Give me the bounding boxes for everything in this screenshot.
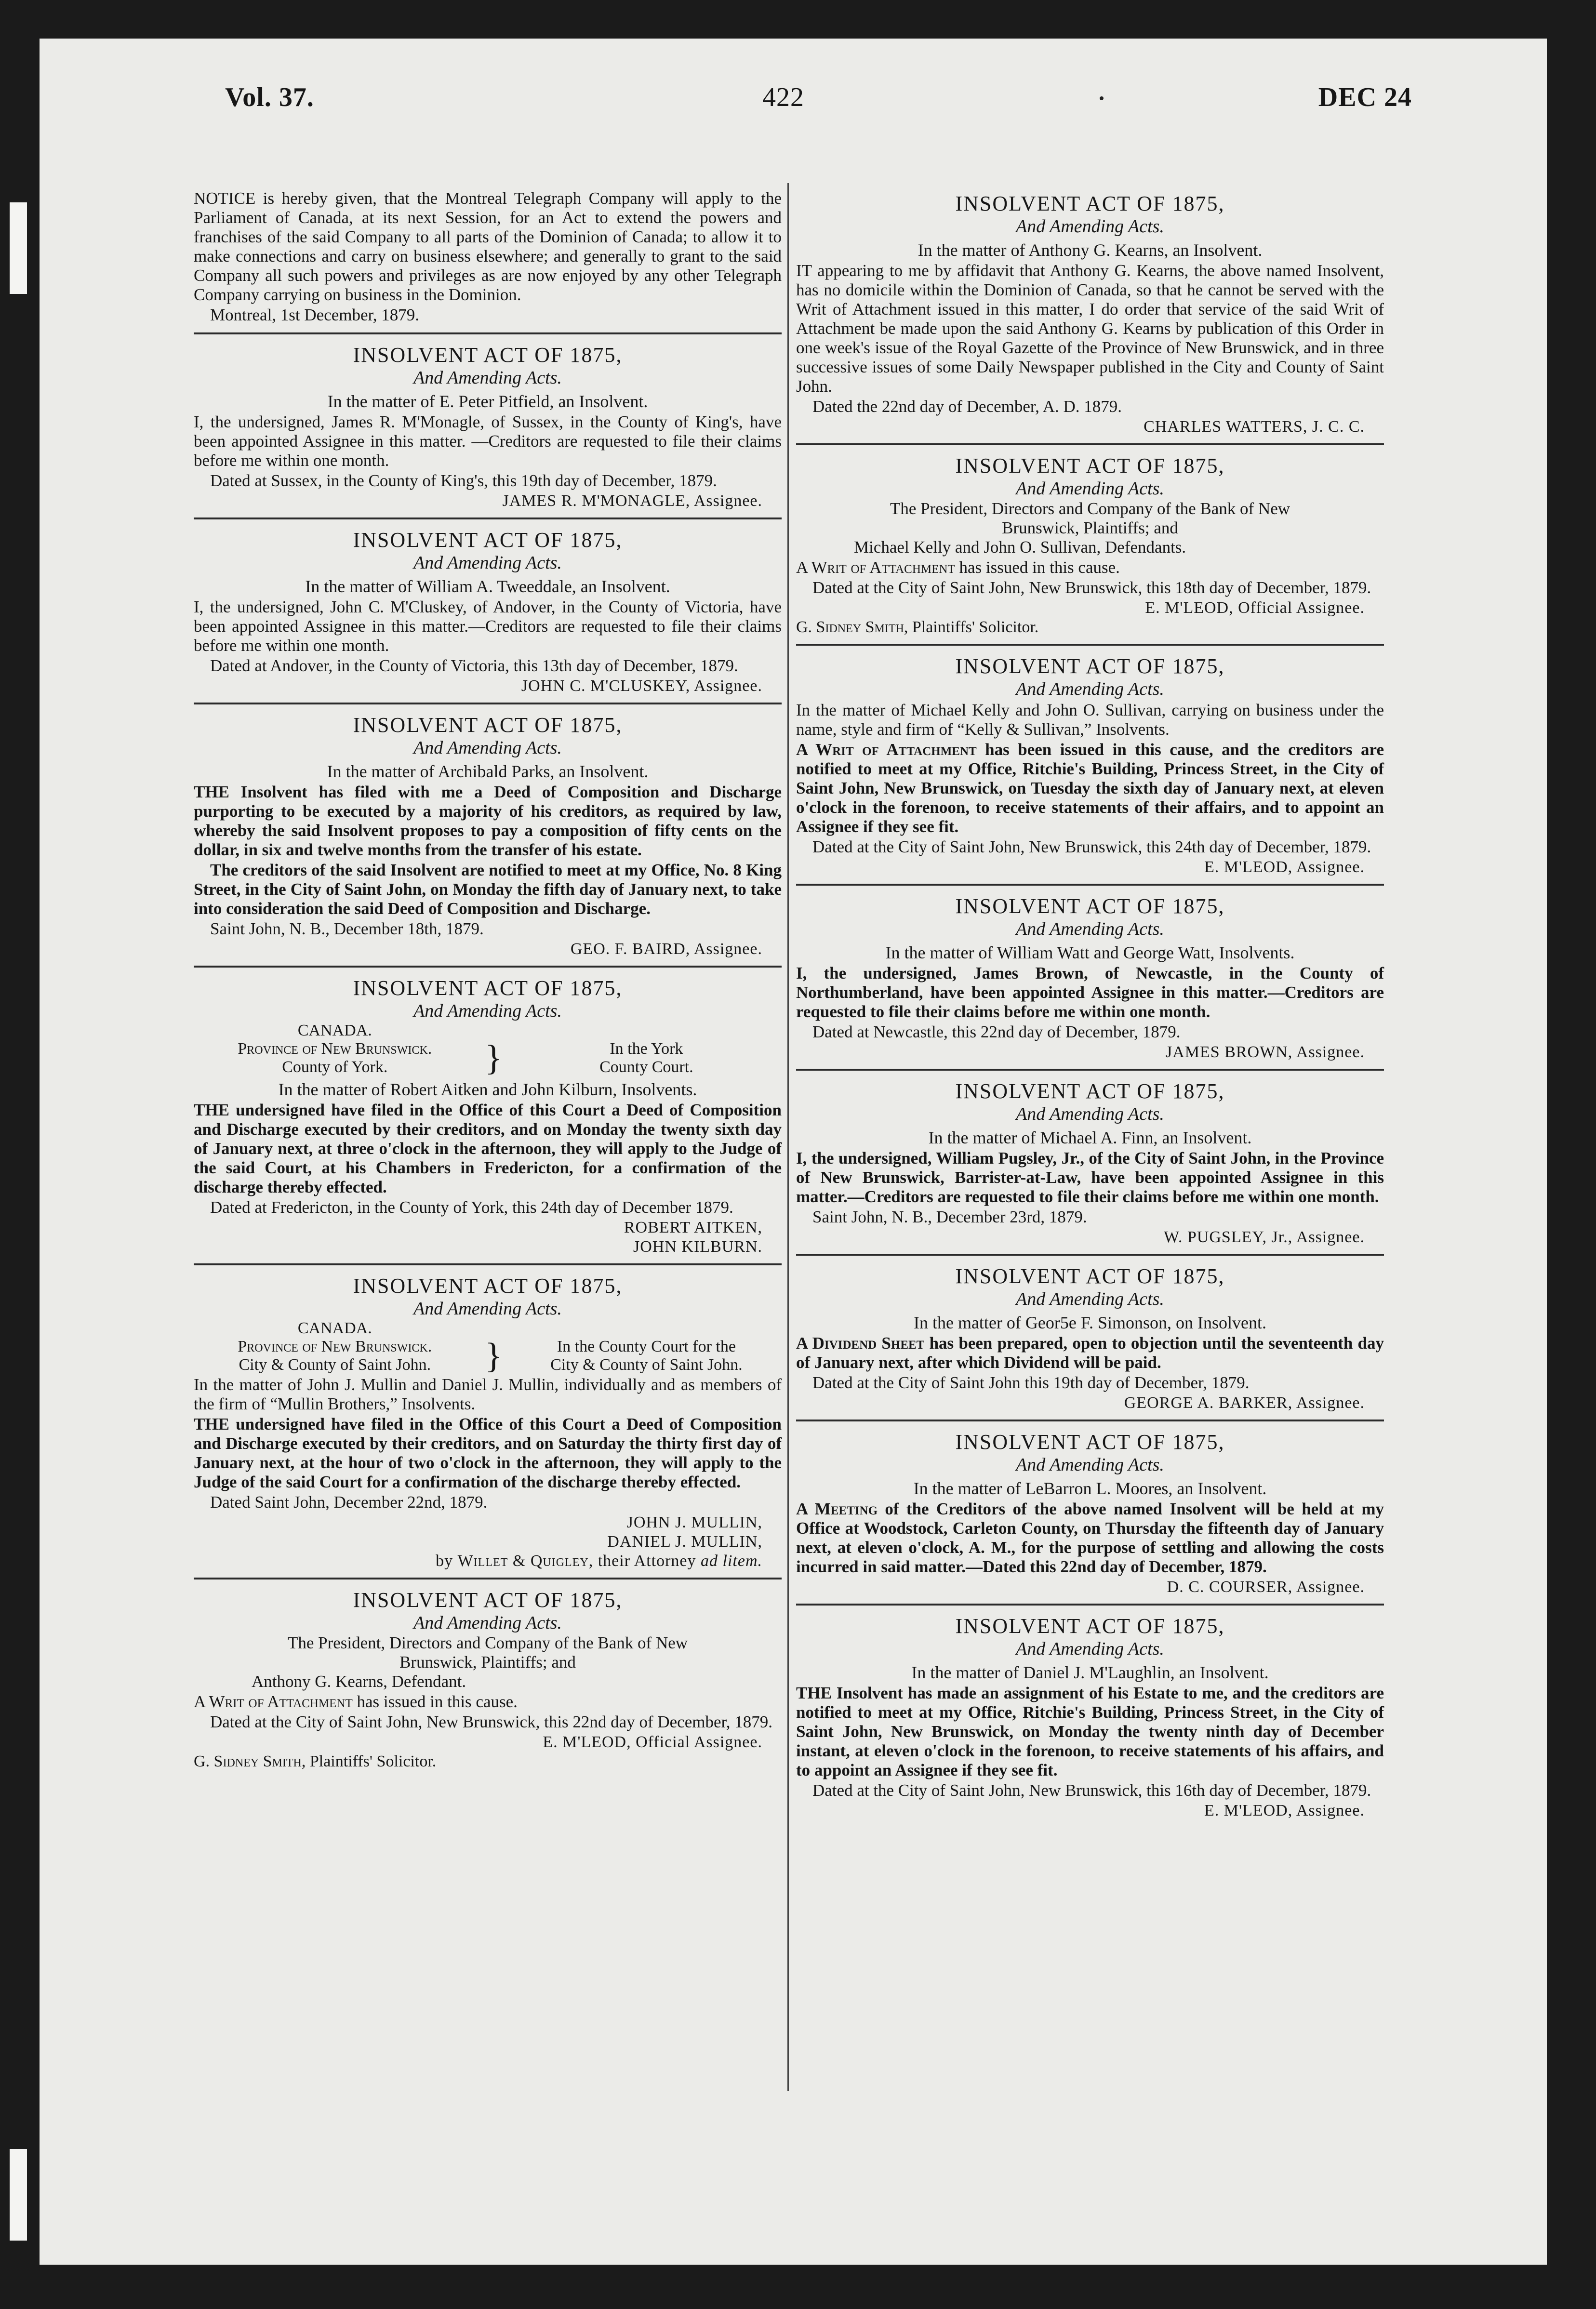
notice-heading: INSOLVENT ACT OF 1875, bbox=[353, 1588, 623, 1612]
attorney-name: Willet & Quigley bbox=[457, 1552, 589, 1570]
notice-subheading: And Amending Acts. bbox=[413, 368, 562, 388]
notice-subheading: And Amending Acts. bbox=[1016, 478, 1164, 499]
moores-notice bbox=[796, 1421, 1384, 1606]
notice-signature: D. C. COURSER, Assignee. bbox=[1167, 1578, 1365, 1596]
notice-body-text: has been prepared, open to objection until the seventeenth day of January next, after which Dividend will be paid. bbox=[796, 1334, 1384, 1372]
solicitor-line bbox=[194, 1752, 782, 1771]
notice-dated: Dated at Fredericton, in the County of York, this 24th day of December 1879. bbox=[210, 1198, 733, 1217]
county-label: City & County of Saint John. bbox=[239, 1356, 431, 1374]
notice-signature: GEORGE A. BARKER, Assignee. bbox=[1124, 1394, 1365, 1412]
party-line: Brunswick, Plaintiffs; and bbox=[399, 1653, 576, 1672]
notice-signature: JOHN KILBURN. bbox=[633, 1238, 762, 1256]
notice-heading: INSOLVENT ACT OF 1875, bbox=[955, 1079, 1225, 1103]
notice-signature: E. M'LEOD, Assignee. bbox=[1204, 1802, 1365, 1819]
notice-body: THE Insolvent has made an assignment of his Estate to me, and the creditors are notified to meet at my Office, Ritchie's Building, Princess Street, in the City of Saint John, New Brunswick, on Monday the twenty ninth day of December instant, at eleven o'clock in the forenoon, to receive statements of his affairs, and to appoint an Assignee if they see fit. bbox=[796, 1684, 1384, 1779]
province-label: Province of New Brunswick. bbox=[238, 1040, 432, 1058]
scan-edge-mark bbox=[10, 202, 27, 294]
notice-matter: In the matter of LeBarron L. Moores, an Insolvent. bbox=[913, 1479, 1267, 1498]
attorney-latin: ad litem. bbox=[701, 1552, 762, 1570]
notice-heading: INSOLVENT ACT OF 1875, bbox=[955, 1614, 1225, 1638]
notice-subheading: And Amending Acts. bbox=[1016, 919, 1164, 939]
notice-body: THE Insolvent has filed with me a Deed of Composition and Discharge purporting to be executed by a majority of his creditors, as required by law, whereby the said Insolvent proposes to pay a composition of fifty cents on the dollar, in six and twelve months from the transfer of his estate. bbox=[194, 783, 782, 859]
notice-body: I, the undersigned, William Pugsley, Jr., of the City of Saint John, in the Province of New Brunswick, Barrister-at-Law, have been appointed Assignee in this matter.—Creditors are requested to file their claims before me within one month. bbox=[796, 1149, 1384, 1206]
notice-body: I, the undersigned, James Brown, of Newcastle, in the County of Northumberland, have been appointed Assignee in this matter.—Creditors are requested to file their claims before me within one month. bbox=[796, 964, 1384, 1021]
notice-dated: Dated at Andover, in the County of Victoria, this 13th day of December, 1879. bbox=[210, 656, 738, 675]
solicitor-rest: , Plaintiffs' Solicitor. bbox=[301, 1752, 437, 1770]
notice-signature: JAMES BROWN, Assignee. bbox=[1165, 1043, 1365, 1061]
ink-dot bbox=[1100, 96, 1104, 100]
notice-matter: In the matter of Anthony G. Kearns, an Insolvent. bbox=[918, 240, 1263, 260]
notice-dated: Dated at Sussex, in the County of King's, this 19th day of December, 1879. bbox=[210, 471, 717, 490]
notice-dated: Dated at the City of Saint John, New Brunswick, this 16th day of December, 1879. bbox=[812, 1781, 1371, 1800]
notice-subheading: And Amending Acts. bbox=[413, 1001, 562, 1021]
notice-heading: INSOLVENT ACT OF 1875, bbox=[353, 1274, 623, 1298]
notice-matter: In the matter of John J. Mullin and Daniel J. Mullin, individually and as members of the firm of “Mullin Brothers,” Insolvents. bbox=[194, 1375, 782, 1413]
notice-subheading: And Amending Acts. bbox=[1016, 1639, 1164, 1659]
writ-lead: A Writ of Attachment bbox=[194, 1692, 353, 1711]
party-line: Michael Kelly and John O. Sullivan, Defendants. bbox=[854, 538, 1186, 557]
notice-signature: W. PUGSLEY, Jr., Assignee. bbox=[1163, 1228, 1365, 1246]
notice-dated: Dated at the City of Saint John, New Brunswick, this 24th day of December, 1879. bbox=[812, 837, 1371, 856]
court-name-line2: City & County of Saint John. bbox=[550, 1356, 743, 1374]
page-header bbox=[40, 39, 1547, 154]
tweeddale-notice bbox=[194, 519, 782, 704]
notice-body: NOTICE is hereby given, that the Montreal Telegraph Company will apply to the Parliament of Canada, at its next Session, for an Act to extend the powers and franchises of the said Company to all parts of the Dominion of Canada; to allow it to make connections and carry on business elsewhere; and generally to grant to the said Company all such powers and privileges as are now enjoyed by any other Telegraph Company carrying on business in the Dominion. bbox=[194, 189, 782, 304]
notice-body: THE undersigned have filed in the Office of this Court a Deed of Composition and Discharge executed by their creditors, and on Monday the twenty sixth day of January next, at three o'clock in the afternoon, they will apply to the Judge of the said Court, at his Chambers in Fredericton, for a confirmation of the discharge thereby effected. bbox=[194, 1101, 782, 1196]
notice-dated: Dated at the City of Saint John, New Brunswick, this 18th day of December, 1879. bbox=[812, 578, 1371, 597]
notice-heading: INSOLVENT ACT OF 1875, bbox=[353, 976, 623, 1000]
kelly-bank-notice bbox=[796, 445, 1384, 646]
notice-matter: In the matter of Michael Kelly and John O. Sullivan, carrying on business under the name, style and firm of “Kelly & Sullivan,” Insolvents. bbox=[796, 701, 1384, 739]
notice-heading: INSOLVENT ACT OF 1875, bbox=[955, 454, 1225, 478]
notice-matter: In the matter of Archibald Parks, an Insolvent. bbox=[327, 762, 649, 781]
court-name-line1: In the County Court for the bbox=[557, 1338, 736, 1355]
solicitor-name: G. Sidney Smith bbox=[194, 1752, 302, 1770]
kelly-sullivan-notice bbox=[796, 646, 1384, 886]
notice-matter: In the matter of William Watt and George Watt, Insolvents. bbox=[885, 943, 1295, 962]
court-block bbox=[194, 1022, 782, 1076]
mclaughlin-notice bbox=[796, 1606, 1384, 1827]
simonson-notice bbox=[796, 1256, 1384, 1421]
notice-subheading: And Amending Acts. bbox=[1016, 1104, 1164, 1124]
solicitor-name: G. Sidney Smith bbox=[796, 618, 904, 636]
notice-signature: ROBERT AITKEN, bbox=[624, 1219, 762, 1236]
writ-rest: has issued in this cause. bbox=[352, 1692, 518, 1711]
brace-glyph: } bbox=[485, 1336, 502, 1376]
notice-signature: E. M'LEOD, Official Assignee. bbox=[543, 1733, 762, 1751]
notice-body bbox=[796, 1500, 1384, 1577]
notice-body-continued: The creditors of the said Insolvent are notified to meet at my Office, No. 8 King Street, in the City of Saint John, on Monday the fifth day of January next, to take into consideration the said Deed of Composition and Discharge. bbox=[194, 861, 782, 918]
notice-dated: Dated at Newcastle, this 22nd day of December, 1879. bbox=[812, 1022, 1181, 1041]
notice-signature: JOHN J. MULLIN, bbox=[626, 1513, 762, 1531]
kearns-notice bbox=[796, 183, 1384, 445]
notice-subheading: And Amending Acts. bbox=[1016, 679, 1164, 699]
country-label: CANADA. bbox=[297, 1319, 372, 1337]
notice-body bbox=[796, 1334, 1384, 1372]
notice-lead: A Dividend Sheet bbox=[796, 1334, 925, 1353]
notice-subheading: And Amending Acts. bbox=[413, 1299, 562, 1319]
notice-heading: INSOLVENT ACT OF 1875, bbox=[353, 343, 623, 367]
province-label: Province of New Brunswick. bbox=[238, 1338, 432, 1355]
solicitor-rest: , Plaintiffs' Solicitor. bbox=[904, 618, 1039, 636]
notice-signature: GEO. F. BAIRD, Assignee. bbox=[570, 940, 762, 958]
notice-subheading: And Amending Acts. bbox=[1016, 1455, 1164, 1475]
notice-heading: INSOLVENT ACT OF 1875, bbox=[955, 894, 1225, 918]
party-line: The President, Directors and Company of the Bank of New bbox=[287, 1633, 688, 1652]
notice-lead: A Meeting bbox=[796, 1500, 878, 1518]
writ-line bbox=[796, 558, 1384, 577]
notice-matter: In the matter of Michael A. Finn, an Insolvent. bbox=[928, 1128, 1252, 1147]
notice-heading: INSOLVENT ACT OF 1875, bbox=[353, 713, 623, 737]
notice-matter: In the matter of E. Peter Pitfield, an Insolvent. bbox=[327, 392, 648, 411]
notice-dated: Dated at the City of Saint John, New Brunswick, this 22nd day of December, 1879. bbox=[210, 1712, 772, 1731]
newspaper-page bbox=[40, 39, 1547, 2265]
party-line: Anthony G. Kearns, Defendant. bbox=[252, 1672, 466, 1691]
notice-dated: Dated Saint John, December 22nd, 1879. bbox=[210, 1493, 488, 1512]
pitfield-notice bbox=[194, 334, 782, 519]
column-divider bbox=[787, 183, 789, 2091]
notice-heading: INSOLVENT ACT OF 1875, bbox=[955, 1430, 1225, 1454]
parks-notice bbox=[194, 704, 782, 968]
notice-dated: Saint John, N. B., December 23rd, 1879. bbox=[812, 1208, 1087, 1226]
page-number: 422 bbox=[762, 82, 804, 112]
attorney-prefix: by bbox=[436, 1552, 453, 1570]
notice-matter: In the matter of Robert Aitken and John Kilburn, Insolvents. bbox=[278, 1080, 697, 1099]
writ-lead: A Writ of Attachment bbox=[796, 740, 977, 759]
notice-signature: E. M'LEOD, Official Assignee. bbox=[1145, 599, 1365, 617]
telegraph-notice bbox=[194, 183, 782, 334]
brace-glyph: } bbox=[485, 1038, 502, 1078]
notice-signature: CHARLES WATTERS, J. C. C. bbox=[1144, 418, 1365, 436]
attorney-suffix: , their Attorney bbox=[588, 1552, 696, 1570]
notice-body: I, the undersigned, James R. M'Monagle, of Sussex, in the County of King's, have been appointed Assignee in this matter. —Creditors are requested to file their claims before me within one month. bbox=[194, 412, 782, 470]
solicitor-line bbox=[796, 618, 1384, 637]
notice-signature: E. M'LEOD, Assignee. bbox=[1204, 858, 1365, 876]
notice-heading: INSOLVENT ACT OF 1875, bbox=[955, 192, 1225, 215]
right-column bbox=[796, 183, 1384, 1827]
court-name-line1: In the York bbox=[610, 1040, 683, 1058]
notice-dated: Dated the 22nd day of December, A. D. 1879. bbox=[812, 397, 1122, 416]
notice-subheading: And Amending Acts. bbox=[1016, 216, 1164, 237]
mullin-notice bbox=[194, 1265, 782, 1579]
county-label: County of York. bbox=[282, 1058, 388, 1076]
court-block bbox=[194, 1319, 782, 1374]
writ-lead: A Writ of Attachment bbox=[796, 558, 955, 577]
court-name-line2: County Court. bbox=[599, 1058, 693, 1076]
writ-line bbox=[194, 1692, 782, 1712]
party-line: Brunswick, Plaintiffs; and bbox=[1002, 518, 1178, 537]
kearns-bank-notice bbox=[194, 1579, 782, 1778]
notice-dated: Montreal, 1st December, 1879. bbox=[210, 305, 420, 324]
notice-heading: INSOLVENT ACT OF 1875, bbox=[955, 1264, 1225, 1288]
writ-rest: has issued in this cause. bbox=[955, 558, 1120, 577]
notice-body: IT appearing to me by affidavit that Anthony G. Kearns, the above named Insolvent, has no domicile within the Dominion of Canada, so that he cannot be served with the Writ of Attachment issued in this matter, I do order that service of the said Writ of Attachment be made upon the said Anthony G. Kearns by publication of this Order in one week's issue of the Royal Gazette of the Province of New Brunswick, and in three successive issues of some Daily Newspaper published in the City and County of Saint John. bbox=[796, 261, 1384, 396]
notice-subheading: And Amending Acts. bbox=[413, 1613, 562, 1633]
notice-subheading: And Amending Acts. bbox=[1016, 1289, 1164, 1309]
notice-dated: Dated at the City of Saint John this 19th day of December, 1879. bbox=[812, 1373, 1250, 1392]
notice-matter: In the matter of Daniel J. M'Laughlin, an Insolvent. bbox=[911, 1663, 1269, 1682]
finn-notice bbox=[796, 1071, 1384, 1256]
notice-body bbox=[796, 740, 1384, 836]
notice-subheading: And Amending Acts. bbox=[413, 553, 562, 573]
country-label: CANADA. bbox=[297, 1022, 372, 1039]
notice-signature: JOHN C. M'CLUSKEY, Assignee. bbox=[521, 677, 762, 695]
issue-date: DEC 24 bbox=[1318, 82, 1412, 112]
aitken-notice bbox=[194, 968, 782, 1265]
notice-body: I, the undersigned, John C. M'Cluskey, of Andover, in the County of Victoria, have been appointed Assignee in this matter.—Creditors are requested to file their claims before me within one month. bbox=[194, 597, 782, 655]
watt-notice bbox=[796, 886, 1384, 1071]
notice-body: THE undersigned have filed in the Office of this Court a Deed of Composition and Discharge executed by their creditors, and on Saturday the thirty first day of January next, at the hour of two o'clock in the afternoon, they will apply to the Judge of the said Court for a confirmation of the discharge thereby effected. bbox=[194, 1415, 782, 1491]
notice-heading: INSOLVENT ACT OF 1875, bbox=[353, 528, 623, 552]
notice-dated: Saint John, N. B., December 18th, 1879. bbox=[210, 919, 484, 938]
party-line: The President, Directors and Company of the Bank of New bbox=[890, 499, 1290, 518]
volume-label: Vol. 37. bbox=[225, 82, 314, 112]
scan-edge-mark bbox=[10, 2149, 27, 2241]
left-column bbox=[194, 183, 782, 1778]
notice-signature: DANIEL J. MULLIN, bbox=[607, 1533, 762, 1551]
notice-matter: In the matter of Geor5e F. Simonson, on Insolvent. bbox=[913, 1313, 1266, 1332]
notice-heading: INSOLVENT ACT OF 1875, bbox=[955, 654, 1225, 678]
notice-body-text: of the Creditors of the above named Insolvent will be held at my Office at Woodstock, Carleton County, on Thursday the fifteenth day of January next, at eleven o'clock, A. M., for the purpose of settling and allowing the costs incurred in said matter.—Dated this 22nd day of December, 1879. bbox=[796, 1500, 1384, 1576]
attorney-line bbox=[194, 1552, 782, 1571]
notice-body-text: has been issued in this cause, and the creditors are notified to meet at my Office, Ritchie's Building, Princess Street, in the City of Saint John, New Brunswick, on Tuesday the sixth day of January next, at eleven o'clock in the forenoon, to receive statements of their affairs, and to appoint an Assignee if they see fit. bbox=[796, 740, 1384, 836]
notice-signature: JAMES R. M'MONAGLE, Assignee. bbox=[502, 492, 762, 510]
notice-matter: In the matter of William A. Tweeddale, an Insolvent. bbox=[305, 577, 670, 596]
notice-subheading: And Amending Acts. bbox=[413, 738, 562, 758]
